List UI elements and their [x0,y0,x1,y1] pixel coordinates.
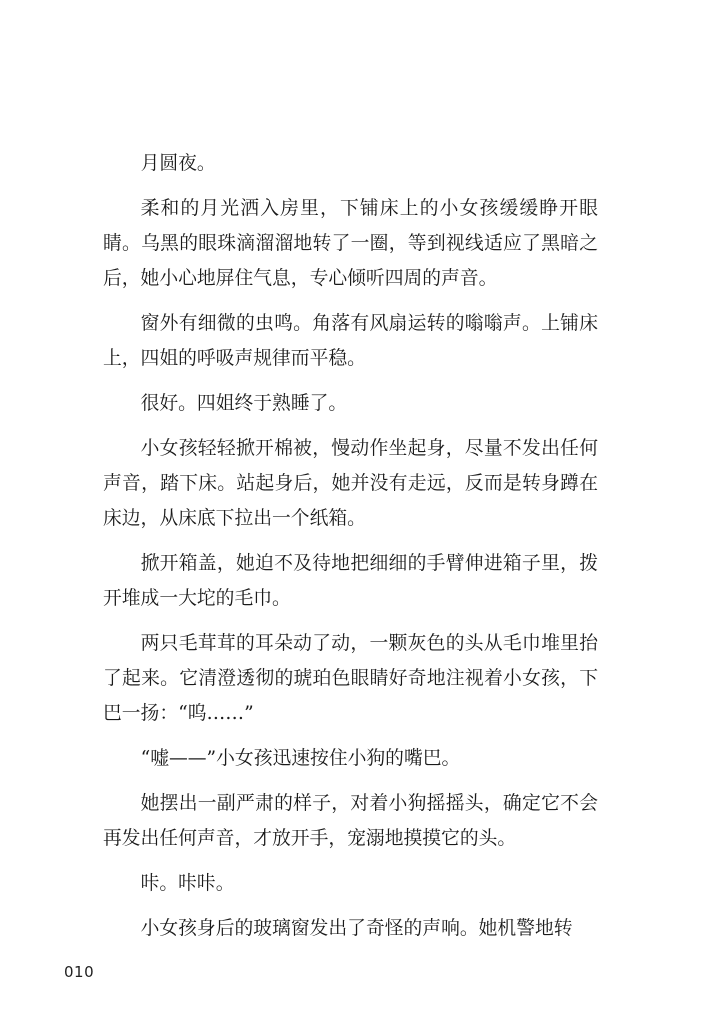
paragraph: 掀开箱盖，她迫不及待地把细细的手臂伸进箱子里，拨开堆成一大坨的毛巾。 [103,553,598,609]
paragraph: 小女孩身后的玻璃窗发出了奇怪的声响。她机警地转 [140,918,573,939]
paragraph: 她摆出一副严肃的样子，对着小狗摇摇头，确定它不会再发出任何声音，才放开手，宠溺地摸摸它的头。 [103,793,598,849]
paragraph: 很好。四姐终于熟睡了。 [140,393,348,414]
paragraph: 咔。咔咔。 [140,873,235,894]
page-number: 010 [64,963,95,981]
paragraph: “嘘——”小女孩迅速按住小狗的嘴巴。 [140,748,461,769]
paragraph: 两只毛茸茸的耳朵动了动，一颗灰色的头从毛巾堆里抬了起来。它清澄透彻的琥珀色眼睛好奇地注视着小女孩，下巴一扬：“呜……” [103,633,598,724]
paragraph: 窗外有细微的虫鸣。角落有风扇运转的嗡嗡声。上铺床上，四姐的呼吸声规律而平稳。 [103,313,598,369]
paragraph: 小女孩轻轻掀开棉被，慢动作坐起身，尽量不发出任何声音，踏下床。站起身后，她并没有走远，反而是转身蹲在床边，从床底下拉出一个纸箱。 [103,438,598,529]
paragraph: 柔和的月光洒入房里，下铺床上的小女孩缓缓睁开眼睛。乌黑的眼珠滴溜溜地转了一圈，等到视线适应了黑暗之后，她小心地屏住气息，专心倾听四周的声音。 [103,198,598,289]
paragraph: 月圆夜。 [140,153,216,174]
body-text [103,146,598,956]
